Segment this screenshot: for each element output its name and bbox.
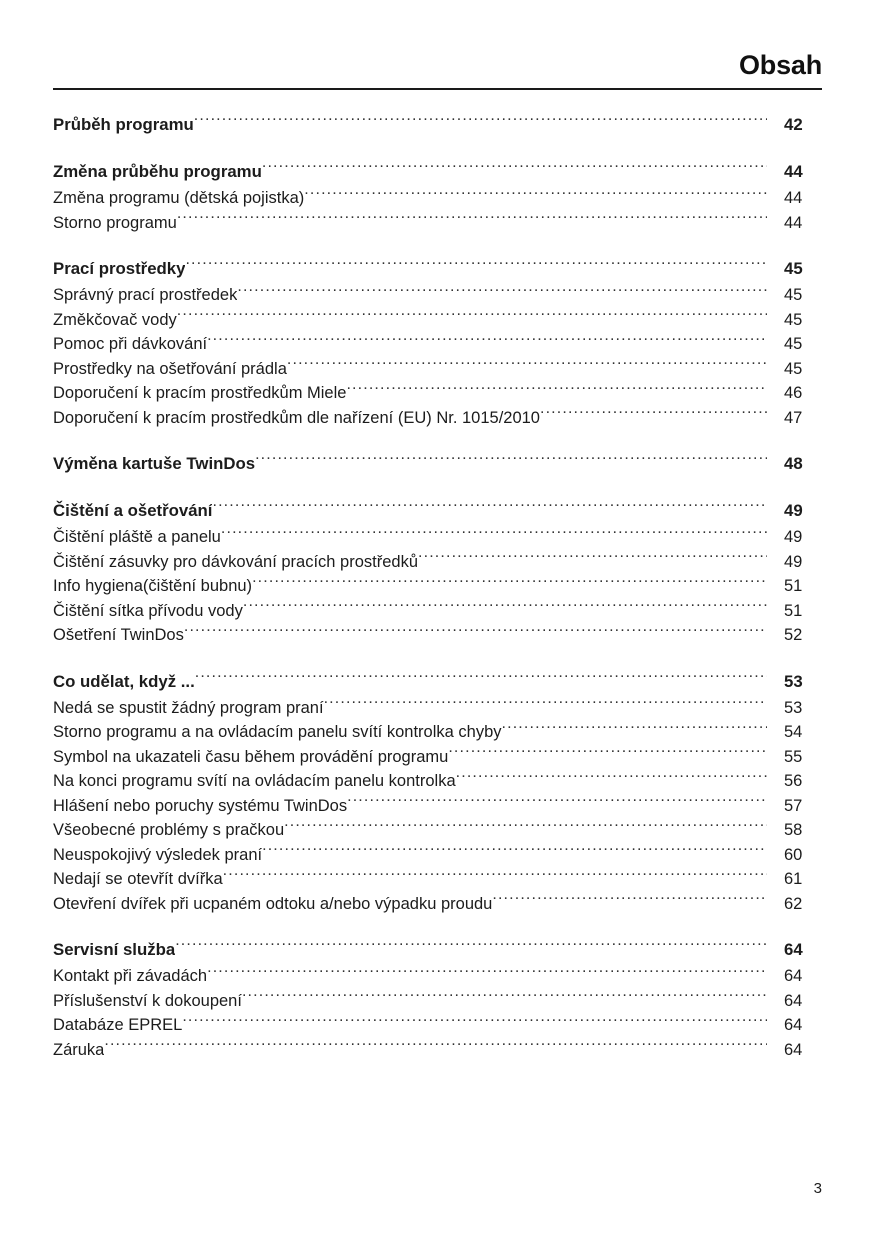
toc-dot-leader	[418, 550, 767, 567]
toc-dot-leader	[207, 333, 767, 350]
toc-subsection-entry[interactable]	[53, 357, 822, 382]
toc-entry-label: Správný prací prostředek	[53, 286, 238, 304]
toc-subsection-entry[interactable]	[53, 989, 822, 1014]
toc-entry-page-number: 54	[784, 723, 803, 741]
toc-entry-label: Změna programu (dětská pojistka)	[53, 189, 305, 207]
toc-entry-page-number: 62	[784, 894, 803, 913]
toc-subsection-entry[interactable]	[53, 599, 822, 624]
header-divider	[53, 88, 822, 90]
toc-subsection-entry[interactable]	[53, 332, 822, 357]
toc-entry-page-number: 51	[784, 577, 803, 595]
toc-subsection-entry[interactable]	[53, 769, 822, 794]
toc-dot-leader	[287, 357, 767, 374]
toc-entry-label: Pomoc při dávkování	[53, 335, 208, 353]
toc-dot-leader	[262, 160, 767, 177]
toc-entry-page-number: 48	[784, 454, 803, 473]
toc-subsection-entry[interactable]	[53, 818, 822, 843]
toc-entry-page-number: 64	[784, 940, 803, 959]
toc-entry-label: Čištění zásuvky pro dávkování pracích prostředků	[53, 552, 419, 571]
toc-dot-leader	[223, 868, 767, 885]
toc-entry-page-number: 64	[784, 1016, 803, 1034]
toc-entry-label: Doporučení k pracím prostředkům Miele	[53, 384, 347, 402]
toc-dot-leader	[252, 575, 767, 592]
toc-subsection-entry[interactable]	[53, 623, 822, 648]
toc-dot-leader	[175, 938, 767, 955]
toc-entry-page-number: 45	[784, 286, 803, 304]
toc-dot-leader	[243, 599, 767, 616]
toc-entry-page-number: 56	[784, 772, 803, 790]
toc-dot-leader	[347, 794, 767, 811]
toc-entry-page-number: 57	[784, 796, 803, 815]
toc-dot-leader	[346, 382, 767, 399]
page-title: Obsah	[738, 50, 822, 80]
toc-section-entry[interactable]	[53, 498, 822, 524]
toc-entry-page-number: 64	[784, 991, 803, 1010]
page-header	[53, 48, 822, 90]
toc-entry-page-number: 42	[784, 115, 803, 134]
toc-entry-label: Hlášení nebo poruchy systému TwinDos	[53, 796, 348, 815]
toc-subsection-entry[interactable]	[53, 745, 822, 770]
toc-dot-leader	[255, 452, 767, 469]
toc-entry-page-number: 45	[784, 259, 803, 278]
toc-entry-page-number: 46	[784, 384, 803, 402]
toc-dot-leader	[502, 721, 768, 738]
toc-entry-page-number: 53	[784, 671, 803, 691]
toc-entry-label: Ošetření TwinDos	[53, 626, 184, 644]
toc-entry-label: Databáze EPREL	[53, 1016, 183, 1034]
toc-entry-label: Kontakt při závadách	[53, 967, 208, 985]
toc-entry-label: Na konci programu svítí na ovládacím panelu kontrolka	[53, 772, 456, 790]
toc-entry-label: Neuspokojivý výsledek praní	[53, 845, 263, 864]
toc-entry-page-number: 45	[784, 335, 803, 353]
toc-subsection-entry[interactable]	[53, 308, 822, 333]
toc-entry-label: Symbol na ukazateli času během provádění programu	[53, 747, 449, 766]
toc-entry-label: Doporučení k pracím prostředkům dle nařízení (EU) Nr. 1015/2010	[53, 408, 540, 427]
toc-dot-leader	[194, 113, 767, 130]
toc-dot-leader	[177, 308, 767, 325]
toc-entry-label: Příslušenství k dokoupení	[53, 991, 242, 1010]
toc-entry-label: Změna průběhu programu	[53, 162, 262, 181]
toc-dot-leader	[242, 989, 767, 1006]
toc-entry-label: Nedá se spustit žádný program praní	[53, 698, 324, 717]
toc-subsection-entry[interactable]	[53, 381, 822, 406]
toc-dot-leader	[207, 965, 767, 982]
toc-entry-page-number: 64	[784, 1040, 803, 1059]
toc-entry-page-number: 61	[784, 870, 803, 888]
toc-entry-label: Info hygiena(čištění bubnu)	[53, 577, 253, 595]
toc-dot-leader	[212, 499, 767, 516]
toc-group	[53, 112, 822, 138]
toc-entry-label: Prostředky na ošetřování prádla	[53, 359, 287, 378]
toc-subsection-entry[interactable]	[53, 525, 822, 550]
toc-entry-page-number: 45	[784, 359, 803, 378]
toc-entry-page-number: 64	[784, 967, 803, 985]
toc-entry-page-number: 44	[784, 213, 803, 232]
toc-entry-label: Výměna kartuše TwinDos	[53, 454, 256, 473]
toc-section-entry[interactable]	[53, 937, 822, 963]
toc-subsection-entry[interactable]	[53, 186, 822, 211]
toc-section-entry[interactable]	[53, 669, 822, 695]
toc-group	[53, 451, 822, 477]
table-of-contents	[53, 112, 822, 1062]
toc-subsection-entry[interactable]	[53, 406, 822, 431]
footer-page-number: 3	[813, 1180, 822, 1197]
toc-section-entry[interactable]	[53, 451, 822, 477]
toc-entry-page-number: 51	[784, 601, 803, 620]
toc-group	[53, 256, 822, 430]
toc-entry-page-number: 52	[784, 626, 803, 644]
toc-dot-leader	[177, 211, 767, 228]
toc-dot-leader	[182, 1014, 767, 1031]
toc-subsection-entry[interactable]	[53, 211, 822, 236]
toc-entry-label: Storno programu a na ovládacím panelu svítí kontrolka chyby	[53, 723, 502, 741]
toc-entry-label: Čištění sítka přívodu vody	[53, 601, 243, 620]
toc-entry-label: Čištění pláště a panelu	[53, 528, 221, 546]
toc-subsection-entry[interactable]	[53, 550, 822, 575]
toc-dot-leader	[195, 670, 767, 687]
toc-entry-label: Změkčovač vody	[53, 310, 177, 329]
toc-dot-leader	[184, 624, 767, 641]
toc-dot-leader	[324, 696, 767, 713]
page-footer	[53, 1180, 822, 1198]
toc-subsection-entry[interactable]	[53, 1038, 822, 1063]
toc-entry-label: Prací prostředky	[53, 259, 186, 278]
toc-entry-page-number: 49	[784, 552, 803, 571]
toc-entry-page-number: 58	[784, 821, 803, 839]
toc-dot-leader	[492, 892, 767, 909]
toc-group	[53, 669, 822, 917]
toc-dot-leader	[104, 1038, 767, 1055]
toc-dot-leader	[540, 406, 767, 423]
toc-group	[53, 498, 822, 648]
toc-entry-label: Všeobecné problémy s pračkou	[53, 821, 285, 839]
toc-subsection-entry[interactable]	[53, 1013, 822, 1038]
toc-entry-page-number: 45	[784, 310, 803, 329]
toc-dot-leader	[284, 819, 767, 836]
toc-entry-label: Co udělat, když ...	[53, 671, 195, 691]
toc-dot-leader	[221, 526, 767, 543]
toc-group	[53, 159, 822, 235]
toc-subsection-entry[interactable]	[53, 843, 822, 868]
toc-section-entry[interactable]	[53, 159, 822, 185]
toc-entry-label: Nedají se otevřít dvířka	[53, 870, 223, 888]
toc-dot-leader	[448, 745, 767, 762]
toc-entry-page-number: 53	[784, 698, 803, 717]
toc-entry-page-number: 49	[784, 501, 803, 520]
toc-subsection-entry[interactable]	[53, 794, 822, 819]
toc-dot-leader	[304, 187, 767, 204]
toc-entry-label: Záruka	[53, 1040, 105, 1059]
toc-entry-page-number: 44	[784, 189, 803, 207]
toc-subsection-entry[interactable]	[53, 867, 822, 892]
toc-subsection-entry[interactable]	[53, 574, 822, 599]
toc-entry-page-number: 49	[784, 528, 803, 546]
toc-entry-label: Servisní služba	[53, 940, 176, 959]
toc-entry-page-number: 44	[784, 162, 803, 181]
toc-entry-label: Otevření dvířek při ucpaném odtoku a/nebo výpadku proudu	[53, 894, 493, 913]
toc-entry-page-number: 60	[784, 845, 803, 864]
toc-dot-leader	[456, 770, 767, 787]
toc-subsection-entry[interactable]	[53, 720, 822, 745]
toc-entry-label: Průběh programu	[53, 115, 194, 134]
toc-subsection-entry[interactable]	[53, 892, 822, 917]
toc-entry-label: Čištění a ošetřování	[53, 501, 213, 520]
toc-entry-page-number: 47	[784, 408, 803, 427]
toc-dot-leader	[262, 843, 767, 860]
toc-entry-label: Storno programu	[53, 213, 177, 232]
toc-subsection-entry[interactable]	[53, 696, 822, 721]
toc-dot-leader	[237, 284, 767, 301]
toc-section-entry[interactable]	[53, 256, 822, 282]
toc-dot-leader	[185, 257, 767, 274]
toc-section-entry[interactable]	[53, 112, 822, 138]
toc-group	[53, 937, 822, 1062]
toc-subsection-entry[interactable]	[53, 964, 822, 989]
toc-subsection-entry[interactable]	[53, 283, 822, 308]
toc-entry-page-number: 55	[784, 747, 803, 766]
